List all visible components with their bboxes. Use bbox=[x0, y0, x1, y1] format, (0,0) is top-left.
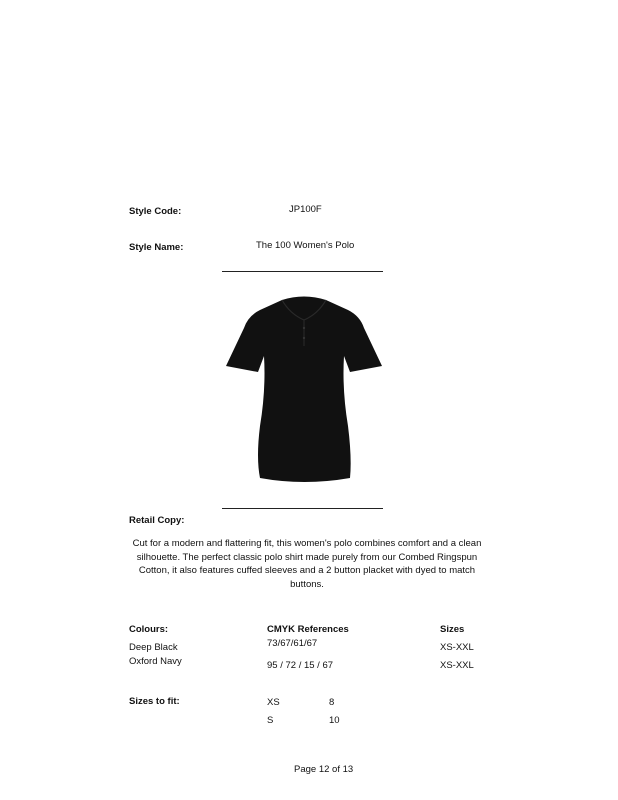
style-name-value: The 100 Women's Polo bbox=[256, 240, 355, 251]
fit-size: S bbox=[267, 715, 274, 726]
colour-name: Oxford Navy bbox=[129, 656, 182, 667]
divider-bottom bbox=[222, 508, 383, 509]
style-name-label: Style Name: bbox=[129, 242, 184, 253]
colour-sizes: XS-XXL bbox=[440, 660, 474, 671]
style-code-label: Style Code: bbox=[129, 206, 182, 217]
cmyk-header: CMYK References bbox=[267, 624, 349, 635]
colour-sizes: XS-XXL bbox=[440, 642, 474, 653]
divider-top bbox=[222, 271, 383, 272]
fit-value: 10 bbox=[329, 715, 340, 726]
colour-cmyk: 73/67/61/67 bbox=[267, 638, 318, 649]
sizes-header: Sizes bbox=[440, 624, 465, 635]
retail-copy-text: Cut for a modern and flattering fit, this women's polo combines comfort and a clean silhouette. The perfect classic polo shirt made purely from our Combed Ringspun Cotton, it also features cuffed sleeves and a 2 button placket with dyed to match buttons. bbox=[132, 538, 482, 590]
fit-size: XS bbox=[267, 697, 280, 708]
polo-shirt-icon bbox=[226, 294, 382, 484]
page-number: Page 12 of 13 bbox=[294, 764, 354, 775]
sizes-to-fit-label: Sizes to fit: bbox=[129, 696, 180, 707]
colour-name: Deep Black bbox=[129, 642, 178, 653]
colour-cmyk: 95 / 72 / 15 / 67 bbox=[267, 660, 334, 671]
polo-shirt-image bbox=[226, 294, 382, 484]
style-code-value: JP100F bbox=[289, 204, 322, 215]
colours-label: Colours: bbox=[129, 624, 169, 635]
retail-copy-label: Retail Copy: bbox=[129, 515, 185, 526]
fit-value: 8 bbox=[329, 697, 335, 708]
